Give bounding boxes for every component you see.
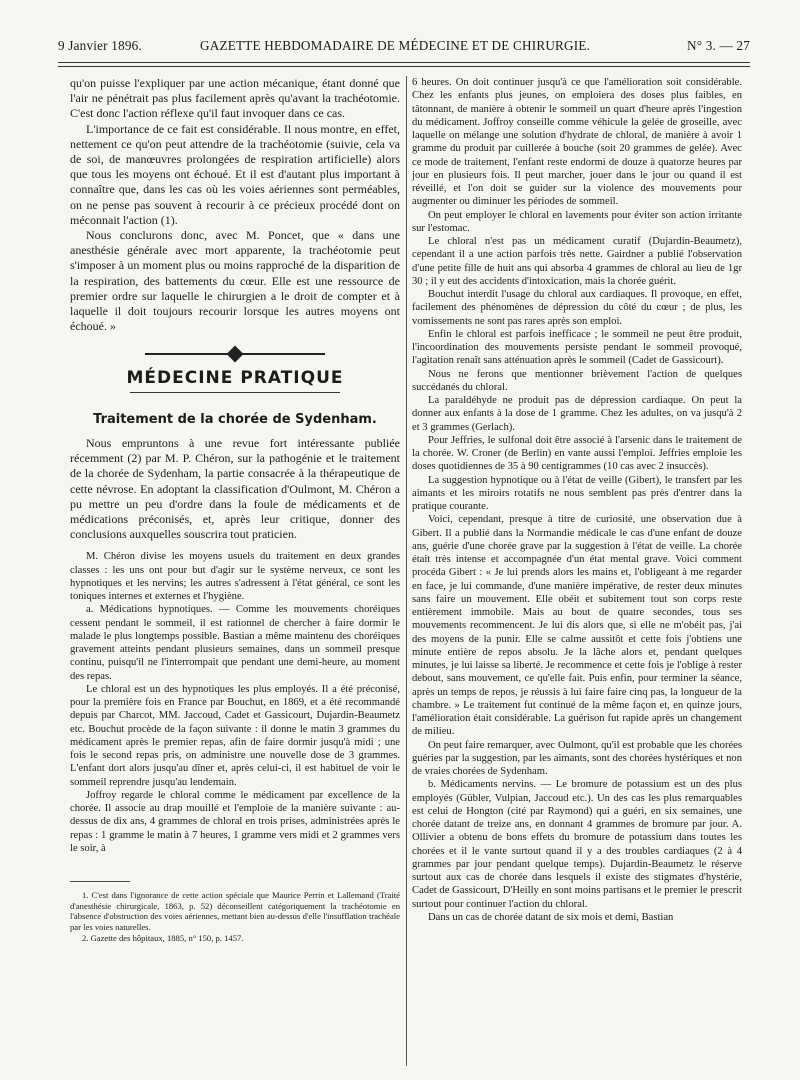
article-paragraph: M. Chéron divise les moyens usuels du traitement en deux grandes classes : les uns ont pour but d'agir sur le système nerveux, ce sont les hypnotiques et les nervins; les autres s'adressent à l'état général, ce sont les toniques internes et externes et l'hygiène. <box>70 551 400 603</box>
section-ornament <box>145 348 325 360</box>
article-intro: Nous empruntons à une revue fort intéressante publiée récemment (2) par M. P. Chéron, sur la pathogénie et le traitement de la chorée de Sydenham, la partie consacrée à la thérapeutique de cette névrose. En adoptant la classification d'Oulmont, M. Chéron a pu mettre un peu d'ordre dans la foule de médicaments et de médications préconisés, et, après leur critique, donner des conclusions auxquelles souscrira tout praticien. <box>70 435 400 542</box>
footnote: 1. C'est dans l'ignorance de cette action spéciale que Maurice Perrin et Lallemand (Traité d'anesthésie chirurgicale, 1863, p. 52) déconseillent catégoriquement la trachéotomie en l'absence d'obstruction des voies aériennes, mettant bien au-dessus d'elle l'insufflation trachéale par les voies naturelles. <box>70 890 400 932</box>
section-rule <box>130 392 340 393</box>
article-paragraph: Dans un cas de chorée datant de six mois et demi, Bastian <box>428 911 674 923</box>
right-column <box>412 76 742 924</box>
article-paragraph: b. Médicaments nervins. — Le bromure de potassium est un des plus employés (Gübler, Vulpian, Jaccoud etc.). Un des cas les plus remarquables est celui de Hongton (cité par Raymond) qui a guéri, en six semaines, une chorée datant de treize ans, en donnant 4 grammes de bromure par jour. A. Ollivier a obtenu de bons effets du bromure de potassium dans toutes les chorées et il le vante surtout quand il y a des troubles cardiaques (2 à 4 grammes par jour pendant quelque temps). Dujardin-Beaumetz le réserve surtout aux cas de chorée dans lesquels il existe des stigmates d'hystérie, Cadet de Gassicourt, D'Heilly en sont moins partisans et le premier le prescrit surtout pour continuer l'action du chloral. <box>412 779 742 910</box>
article-paragraph: a. Médications hypnotiques. — Comme les mouvements choréiques cessent pendant le sommeil, il est rationnel de chercher à faire dormir le malade le plus longtemps possible. Bastian a même maintenu des choréiques gravement atteints pendant plusieurs semaines, dans un sommeil presque continu, puisqu'il ne l'interrompait que pendant une demi-heure, au moment des repas. <box>70 604 400 682</box>
footnotes <box>70 890 400 943</box>
footnote-rule <box>70 881 130 882</box>
article-paragraph: Pour Jeffries, le sulfonal doit être associé à l'arsenic dans le traitement de la chorée. W. Croner (de Berlin) en vante aussi l'emploi. Jeffries emploie les doses quotidiennes de 35 à 90 centigrammes (10 cas avec 2 insuccès). <box>412 434 742 473</box>
running-head <box>58 38 750 62</box>
article-title: Traitement de la chorée de Sydenham. <box>93 411 377 427</box>
article-paragraph: Nous ne ferons que mentionner brièvement l'action de quelques succédanés du chloral. <box>412 368 742 393</box>
footnote: 2. Gazette des hôpitaux, 1885, n° 150, p. 1457. <box>82 932 244 943</box>
article-paragraph: Voici, cependant, presque à titre de curiosité, une observation due à Gibert. Il a publié dans la Normandie médicale le cas d'une enfant de douze ans, guérie d'une chorée grave par la suggestion à l'état de veille. La chorée était très intense et accompagnée d'un état mental grave. Voici comment procéda Gibert : « Je lui prends alors les mains et, l'obligeant à me regarder en face, je lui commande, d'une manière impérative, de rester deux minutes sans faire un mouvement. Elle obéit et subitement tout son corps reste entièrement immobile. Mais au bout de quatre secondes, tous ses mouvements recommencent. Je lui dis alors que, si elle ne m'obéit pas, j'ai des moyens de la punir. Elle se calme aussitôt et cette fois j'obtiens une minute entière de repos absolu. Je la lâche alors et, pendant quelques minutes, je lui laisse sa liberté. Je recommence et cette fois je l'oblige à rester debout, sans mouvement, ce qu'elle fait. Puis enfin, pour terminer la séance, après un temps de repos, je réussis à lui faire faire cinq pas, la longueur de la chambre. » Le traitement fut continué de la même façon et, en quinze jours, l'amélioration était considérable. La guérison fut rapide après un changement de milieu. <box>412 514 742 738</box>
header-rule <box>58 62 750 67</box>
article-paragraph: On peut faire remarquer, avec Oulmont, qu'il est probable que les chorées guéries par la suggestion, par les aimants, sont des chorées hystériques et non de vraies chorées de Sydenham. <box>412 739 742 777</box>
section-title: MÉDECINE PRATIQUE <box>126 368 344 389</box>
article-paragraph: La suggestion hypnotique ou à l'état de veille (Gibert), le transfert par les aimants et les miroirs rotatifs ne nous semblent pas près d'entrer dans la pratique courante. <box>412 474 742 512</box>
intro-paragraph: Nous conclurons donc, avec M. Poncet, que « dans une anesthésie générale avec mort apparente, la trachéotomie peut s'imposer à un moment plus ou moins rapproché de la disparition de la respiration, des battements du cœur. Elle est une ressource de premier ordre sur laquelle le chirurgien a le droit de compter et à laquelle il doit toujours recourir lorsque les autres moyens ont échoué. » <box>70 228 400 334</box>
article-paragraph: On peut employer le chloral en lavements pour éviter son action irritante sur l'estomac. <box>412 209 742 234</box>
issue-date: 9 Janvier 1896. <box>58 38 142 53</box>
intro-paragraph: L'importance de ce fait est considérable. Il nous montre, en effet, nettement ce qu'on peut attendre de la trachéotomie (suivie, cela va de soi, de manœuvres prolongées de respiration artificielle) alors que tous les moyens ont échoué. Et il est d'autant plus important à connaître que, dans les cas où les voies aériennes sont perméables, on ne pense pas souvent à recourir à ce précieux procédé dont on méconnait l'action (1). <box>70 121 400 227</box>
article-paragraph: Le chloral est un des hypnotiques les plus employés. Il a été préconisé, pour la première fois en France par Bouchut, en 1869, et a été recommandé depuis par Charcot, MM. Jaccoud, Cadet et Gassicourt, Dujardin-Beaumetz etc. Bouchut procède de la façon suivante : il donne le matin 3 grammes du médicament après le premier repas, afin de faire dormir jusqu'à midi ; une fois le second repas pris, on administre une nouvelle dose de 3 grammes. L'enfant dort alors jusqu'au dîner et, après celui-ci, il est habituel de voir le sommeil reprendre jusqu'au lendemain. <box>70 683 400 788</box>
article-paragraph: Joffroy regarde le chloral comme le médicament par excellence de la chorée. Il associe au drap mouillé et l'emploie de la manière suivante : au-dessus de dix ans, 4 grammes de chloral en trois prises, administrées après le repas : 1 gramme le matin à 7 heures, 1 gramme vers midi et 2 grammes vers le soir, à <box>70 789 400 854</box>
ornament-diamond <box>227 346 244 363</box>
article-paragraph: Bouchut interdit l'usage du chloral aux cardiaques. Il provoque, en effet, facilement des phénomènes de dépression du côté du cœur ; de plus, les vomissements ne sont pas rares après son emploi. <box>412 289 742 327</box>
journal-title: GAZETTE HEBDOMADAIRE DE MÉDECINE ET DE CHIRURGIE. <box>200 38 591 53</box>
article-paragraph: La paraldéhyde ne produit pas de dépression cardiaque. On peut la donner aux enfants à la dose de 1 gramme. Chez les adultes, on va jusqu'à 2 et 3 grammes (Gerlach). <box>412 395 742 433</box>
issue-page-number: N° 3. — 27 <box>687 38 750 53</box>
intro-paragraph: qu'on puisse l'expliquer par une action mécanique, étant donné que l'air ne pénétrait pas plus facilement après qu'avant la trachéotomie. C'est donc l'action réflexe qu'il faut invoquer dans ce cas. <box>70 76 400 121</box>
article-paragraph: Enfin le chloral est parfois inefficace ; le sommeil ne peut être produit, l'incoordination des mouvements persiste pendant le sommeil provoqué, l'agitation renaît sans atténuation après le sommeil (Cadet de Gassicourt). <box>412 328 742 367</box>
article-paragraph: Le chloral n'est pas un médicament curatif (Dujardin-Beaumetz), cependant il a une action parfois très nette. Gairdner a publié l'observation d'une petite fille de huit ans qui absorba 4 grammes de chloral au lieu de 1gr 30 ; il y eut des accidents d'intoxication, mais la chorée guérit. <box>412 236 742 287</box>
column-divider <box>406 76 407 1066</box>
article-paragraph: 6 heures. On doit continuer jusqu'à ce que l'amélioration soit considérable. Chez les enfants plus jeunes, on emploiera des doses plus faibles, en tâtonnant, de manière à obtenir le sommeil un quart d'heure après l'ingestion du médicament. Joffroy conseille comme véhicule la gelée de groseille, avec laquelle on mélange une solution d'hydrate de chloral, de manière à avoir 1 gramme du produit par cuillerée à bouche (soit 20 grammes de gelée). Avec ce mode de traitement, l'enfant reste endormi de douze à quatorze heures par jour en plusieurs fois. Il peut marcher, jouer dans le jour ou quand il est réveillé, et l'on doit se guider sur la violence des mouvements pour augmenter ou diminuer les périodes de sommeil. <box>412 77 742 208</box>
left-column <box>70 76 400 943</box>
